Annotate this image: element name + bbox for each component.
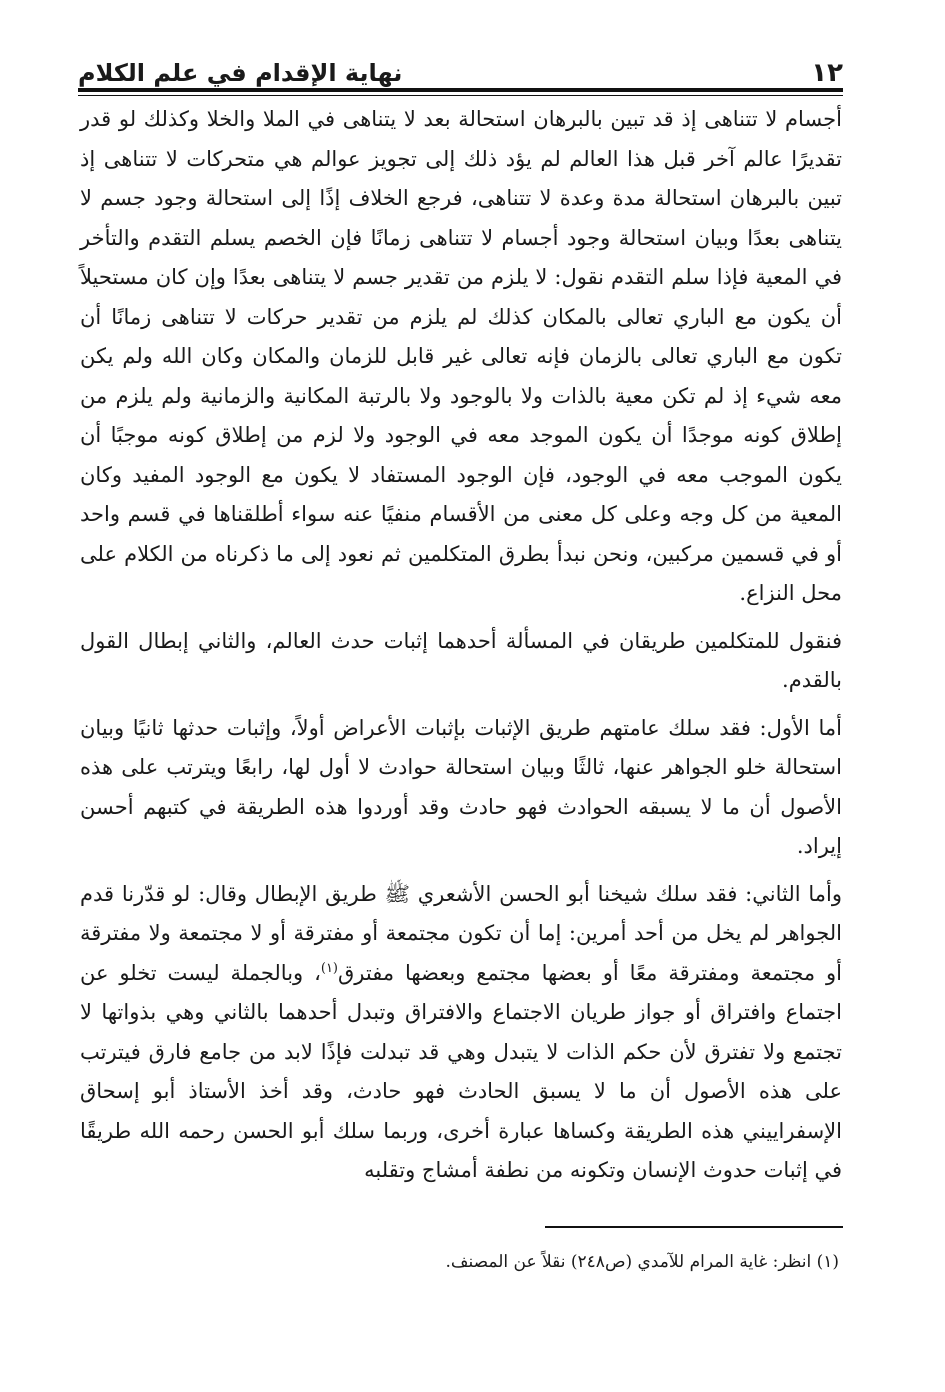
paragraph-text: فنقول للمتكلمين طريقان في المسألة أحدهما إثبات حدث العالم، والثاني إبطال القول بالقدم. xyxy=(80,628,842,692)
header-rule-thick xyxy=(78,88,843,92)
footnote: (١) انظر: غاية المرام للآمدي (ص٢٤٨) نقلاً عن المصنف. xyxy=(445,1252,839,1272)
paragraph-text: وأما الثاني: فقد سلك شيخنا أبو الحسن الأشعري ﷺ طريق الإبطال وقال: لو قدّرنا قدم الجواهر لم يخل من أحد أمرين: إما أن تكون مجتمعة أو مفترقة أو لا مجتمعة ولا مفترقة أو مجتمعة ومفترقة معًا أو بعضها مجتمع وبعضها مفترق xyxy=(80,881,842,985)
paragraph xyxy=(80,100,842,614)
paragraph-text: أجسام لا تتناهى إذ قد تبين بالبرهان استحالة بعد لا يتناهى في الملا والخلا وكذلك لو قدر تقديرًا عالم آخر قبل هذا العالم لم يؤد ذلك إلى تجويز عوالم هي متحركات لا تتناهى إذ تبين بالبرهان استحالة مدة وعدة لا تتناهى، فرجع الخلاف إذًا إلى استحالة وجود جسم لا يتناهى بعدًا وبيان استحالة وجود أجسام لا تتناهى زمانًا فإن الخصم يسلم التقدم والتأخر في المعية فإذا سلم التقدم نقول: لا يلزم من تقدير جسم لا يتناهى بعدًا وإن كان مستحيلاً أن يكون مع الباري تعالى بالمكان كذلك لم يلزم من تقدير حركات لا تتناهى زمانًا أن تكون مع الباري تعالى بالزمان فإنه تعالى غير قابل للزمان والمكان وكان الله ولم يكن معه شيء إذ لم تكن معية بالذات ولا بالوجود ولا بالرتبة المكانية والزمانية ولم يلزم من إطلاق كونه موجدًا أن يكون الموجد معه في الوجود ولا لزم من إطلاق كونه موجبًا أن يكون الموجب معه في الوجود، فإن الوجود المستفاد لا يكون مع الوجود المفيد وكان المعية من كل وجه وعلى كل معنى من الأقسام منفيًا عنه سواء أطلقناها في قسم واحد أو في قسمين مركبين، ونحن نبدأ بطرق المتكلمين ثم نعود إلى ما ذكرناه من الكلام على محل النزاع. xyxy=(80,107,842,605)
paragraph xyxy=(80,709,842,867)
footnote-separator xyxy=(545,1226,843,1228)
main-text xyxy=(80,100,842,1199)
footnote-reference[interactable]: (١) xyxy=(320,960,338,976)
paragraph xyxy=(80,875,842,1191)
page-header xyxy=(78,52,843,88)
paragraph-text: أما الأول: فقد سلك عامتهم طريق الإثبات بإثبات الأعراض أولاً، وإثبات حدثها ثانيًا وبيان استحالة خلو الجواهر عنها، ثالثًا وبيان استحالة حوادث لا أول لها، رابعًا ويترتب على هذه الأصول أن ما لا يسبقه الحوادث فهو حادث وقد أوردوا هذه الطريقة في كتبهم أحسن إيراد. xyxy=(80,715,842,858)
book-title: نهاية الإقدام في علم الكلام xyxy=(78,59,403,87)
page-number: ١٢ xyxy=(811,58,843,88)
paragraph xyxy=(80,622,842,701)
header-rule-thin xyxy=(78,95,843,96)
paragraph-text-continued: ، وبالجملة ليست تخلو عن اجتماع وافتراق أو جواز طريان الاجتماع والافتراق وتبدل أحدهما بالثاني وهي بذواتها لا تجتمع ولا تفترق لأن حكم الذات لا يتبدل وهي قد تبدلت فإذًا لابد من جامع فارق فيترتب على هذه الأصول أن ما لا يسبق الحادث فهو حادث، وقد أخذ الأستاذ أبو إسحاق الإسفراييني هذه الطريقة وكساها عبارة أخرى، وربما سلك أبو الحسن رحمه الله طريقًا في إثبات حدوث الإنسان وتكونه من نطفة أمشاج وتقلبه xyxy=(80,960,842,1182)
